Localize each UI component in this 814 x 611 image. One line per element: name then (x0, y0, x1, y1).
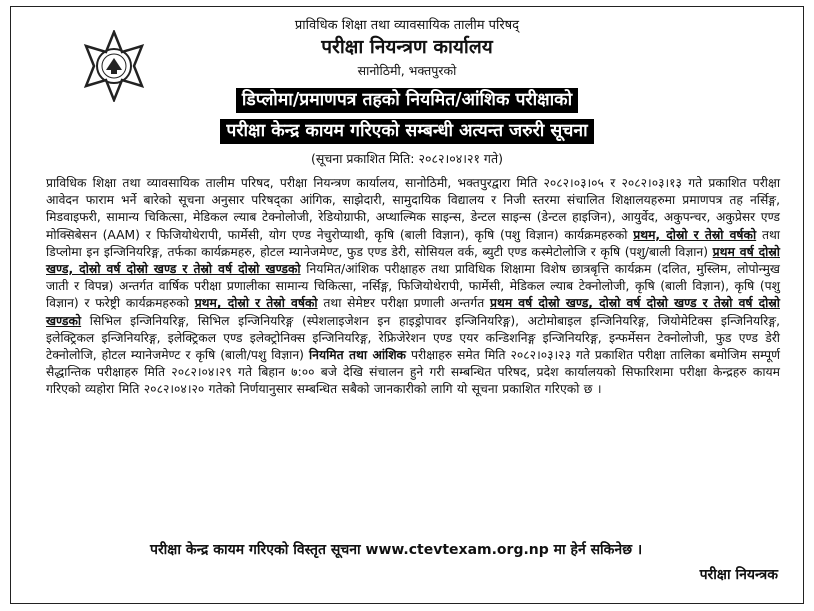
emphasis-regular-partial: नियमित तथा आंशिक (308, 348, 406, 363)
body-text-2: तथा डिप्लोमा इन इन्जिनियरिङ्ग, तर्फका कार्यक्रमहरु, होटल म्यानेजमेण्ट, फुड एण्ड डेरी, सोसियल वर्क, ब्युटी एण्ड कस्मेटोलोजि र कृषि (पशु/बाली विज्ञान) (46, 227, 780, 259)
title-line-2: परीक्षा केन्द्र कायम गरिएको सम्बन्धी अत्यन्त जरुरी सूचना (220, 119, 593, 144)
body-text-6: परीक्षाहरु समेत मिति २०८२।०३।२३ गते प्रकाशित परीक्षा तालिका बमोजिम सम्पूर्ण सैद्धान्तिक परीक्षाहरु मिति २०८२।०४।२९ गते बिहान ७:०० बजे देखि संचालन हुने गरी सम्बन्धित परिषद, प्रदेश कार्यालयको सिफारिशमा परीक्षा केन्द्रहरु कायम गरिएको व्यहोरा मिति २०८२।०४।२० गतेको निर्णयानुसार सम्बन्धित सबैको जानकारीको लागि यो सूचना प्रकाशित गरिएको छ । (46, 348, 780, 397)
emphasis-sections-1: प्रथम वर्ष दोस्रो खण्ड, दोस्रो वर्ष दोस्रो खण्ड र तेस्रो वर्ष दोस्रो खण्डको (46, 244, 780, 277)
title-banner-1 (0, 88, 814, 113)
body-text-1: प्राविधिक शिक्षा तथा व्यावसायिक तालीम परिषद, परीक्षा नियन्त्रण कार्यालय, सानोठिमी, भक्तपुरद्वारा मिति २०८२।०३।०५ र २०८२।०३।१३ गते प्रकाशित परीक्षा आवेदन फाराम भर्ने बारेको सूचना अनुसार परिषद्का आंगिक, साझेदारी, सामुदायिक विद्यालय र निजी स्तरमा संचालित शिक्षालयहरुमा प्रमाणपत्र तह नर्सिङ्ग, मिडवाइफरी, सामान्य चिकित्सा, मेडिकल ल्याब टेक्नोलोजी, रेडियोग्राफी, अप्थाल्मिक साइन्स, डेन्टल साइन्स (डेन्टल हाइजिन), आयुर्वेद, अकुपन्चर, अकुप्रेसर एण्ड मोक्सिबेसन (AAM) र फिजियोथेरापी, फार्मेसी, योग एण्ड नेचुरोप्याथी, कृषि (बाली विज्ञान), कृषि (पशु विज्ञान) कार्यक्रमहरुको (46, 176, 780, 242)
council-name: प्राविधिक शिक्षा तथा व्यावसायिक तालीम परिषद् (294, 18, 520, 33)
office-name: परीक्षा नियन्त्रण कार्यालय (321, 36, 493, 58)
emphasis-sections-2: प्रथम वर्ष दोस्रो खण्ड, दोस्रो वर्ष दोस्रो खण्ड र तेस्रो वर्ष दोस्रो खण्डको (46, 296, 780, 328)
body-text-3: नियमित/आंशिक परीक्षाहरु तथा प्राविधिक शिक्षामा विशेष छात्रबृत्ति कार्यक्रम (दलित, मुस्लिम, लोपोन्मुख जाती र विपन्न) अन्तर्गत वार्षिक परीक्षा प्रणालीका सामान्य चिकित्सा, नर्सिङ्ग, फिजियोथेरापी, फार्मेसी, मेडिकल ल्याब टेक्नोलोजी, कृषि (बाली विज्ञान), कृषि (पशु विज्ञान) र फरेष्ट्री कार्यक्रमहरुको (46, 262, 780, 311)
notice-body (46, 175, 780, 399)
publish-date: (सूचना प्रकाशित मिति: २०८२।०४।२१ गते) (311, 151, 503, 166)
signature: परीक्षा नियन्त्रक (699, 567, 778, 583)
emphasis-years-1: प्रथम, दोस्रो र तेस्रो वर्षको (633, 227, 757, 242)
emphasis-years-2: प्रथम, दोस्रो र तेस्रो वर्षको (194, 296, 318, 311)
body-text-5: सिभिल इन्जिनियरिङ्ग, सिभिल इन्जिनियरिङ्ग (स्पेशलाइजेशन इन हाइड्रोपावर इन्जिनियरिङ्ग), अटोमोबाइल इन्जिनियरिङ्ग, जियोमेटिक्स इन्जिनियरिङ्ग, इलेक्ट्रिकल इन्जिनियरिङ्ग, इलेक्ट्रिकल एण्ड इलेक्ट्रोनिक्स इन्जिनियरिङ्ग, रेफ्रिजेरेशन एण्ड एयर कन्डिशनिङ्ग इन्जिनियरिङ्ग, इन्फर्मेसन टेक्नोलोजी, फुड एण्ड डेरी टेक्नोलोजि, होटल म्यानेजमेण्ट र कृषि (बाली/पशु विज्ञान) (46, 313, 780, 363)
title-banner-2 (0, 119, 814, 144)
office-location: सानोठिमी, भक्तपुरको (357, 63, 457, 78)
body-text-4: तथा सेमेष्टर परीक्षा प्रणाली अन्तर्गत (323, 296, 485, 311)
website-notice: परीक्षा केन्द्र कायम गरिएको विस्तृत सूचना www.ctevtexam.org.np मा हेर्न सकिनेछ । (150, 542, 643, 558)
title-line-1: डिप्लोमा/प्रमाणपत्र तहको नियमित/आंशिक परीक्षाको (236, 88, 578, 113)
